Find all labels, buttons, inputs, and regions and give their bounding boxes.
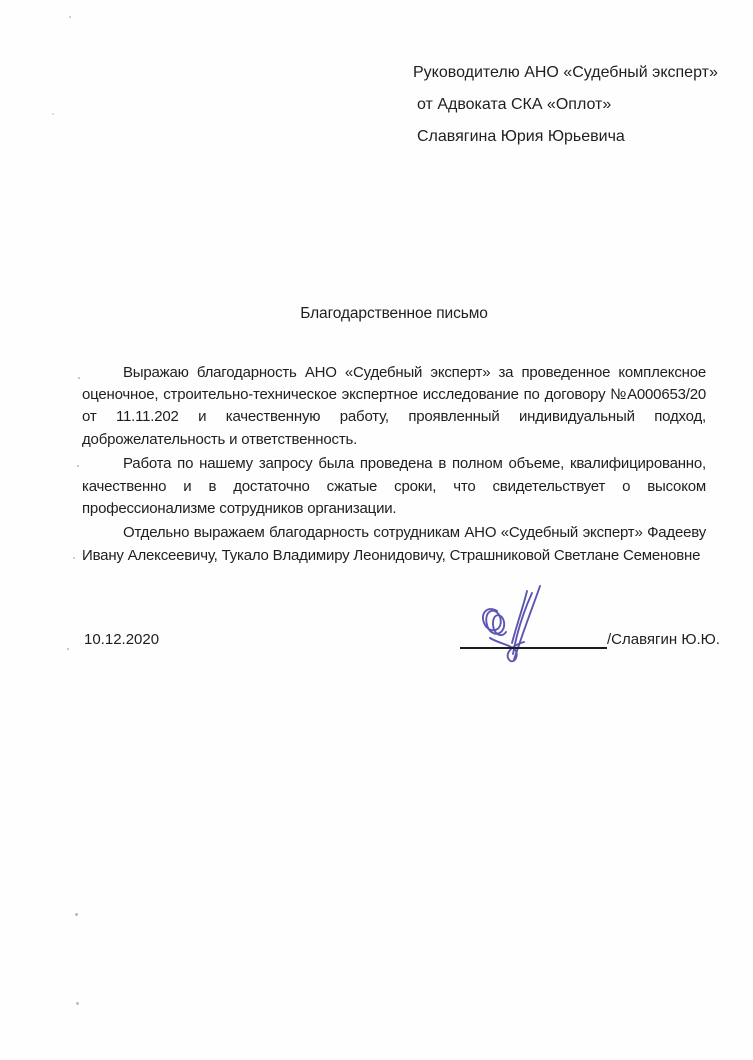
letter-body [82, 362, 706, 569]
scan-speck [69, 16, 71, 18]
letter-title: Благодарственное письмо [300, 305, 488, 322]
letter-date: 10.12.2020 [84, 631, 160, 648]
sender-name-line: Славягина Юрия Юрьевича [417, 128, 625, 145]
scan-speck [73, 557, 75, 559]
scan-speck [75, 913, 78, 916]
scan-speck [76, 1002, 79, 1005]
signature-scribble [466, 582, 563, 670]
sender-line: от Адвоката СКА «Оплот» [417, 96, 612, 113]
signature-name: /Славягин Ю.Ю. [607, 631, 720, 648]
recipient-line: Руководителю АНО «Судебный эксперт» [413, 64, 718, 81]
paragraph: Работа по нашему запросу была проведена в полном объеме, квалифицированно, качественно и в достаточно сжатые сроки, что свидетельствует о высоком профессионализме сотрудников организации. [82, 455, 706, 517]
paragraph: Выражаю благодарность АНО «Судебный эксперт» за проведенное комплексное оценочное, строительно-техническое экспертное исследование по договору №А000653/20 от 11.11.202 и качественную работу, проявленный индивидуальный подход, доброжелательность и ответственность. [82, 364, 706, 448]
scan-speck [67, 648, 69, 650]
signature-rule [460, 647, 607, 649]
recipient-block [413, 57, 718, 153]
paragraph: Отдельно выражаем благодарность сотрудникам АНО «Судебный эксперт» Фадееву Ивану Алексеевичу, Тукало Владимиру Леонидовичу, Страшниковой Светлане Семеновне [82, 524, 706, 564]
scan-speck [78, 377, 80, 379]
scan-speck [52, 113, 54, 115]
scan-speck [77, 465, 79, 467]
